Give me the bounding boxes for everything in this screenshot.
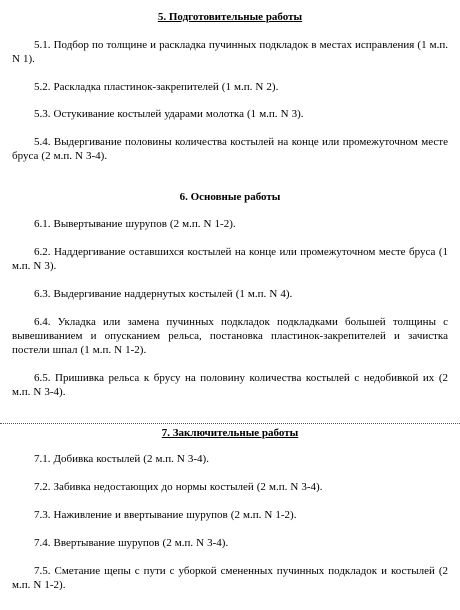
work-item: 5.3. Остукивание костылей ударами молотка (1 м.п. N 3). <box>34 108 304 120</box>
work-item: 6.2. Наддергивание оставшихся костылей на конце или промежуточном месте бруса (1 м.п. N 3). <box>12 246 448 272</box>
section-heading-text: 7. Заключительные работы <box>161 427 299 439</box>
work-item: 6.1. Вывертывание шурупов (2 м.п. N 1-2). <box>34 218 236 230</box>
work-item: 7.4. Ввертывание шурупов (2 м.п. N 3-4). <box>34 537 229 549</box>
section-heading <box>0 426 460 440</box>
work-item: 5.4. Выдергивание половины количества костылей на конце или промежуточном месте бруса (2 м.п. N 3-4). <box>12 136 448 162</box>
work-item: 7.1. Добивка костылей (2 м.п. N 3-4). <box>34 453 209 465</box>
page-break-divider <box>0 423 460 424</box>
work-item: 6.5. Пришивка рельса к брусу на половину количества костылей с недобивкой их (2 м.п. N 3-4). <box>12 372 448 398</box>
work-item: 6.4. Укладка или замена пучинных подкладок подкладками большей толщины с вывешиванием и опусканием рельса, постановка пластинок-закрепителей и зачистка постели шпал (1 м.п. N 1-2). <box>12 316 448 356</box>
work-item: 5.1. Подбор по толщине и раскладка пучинных подкладок в местах исправления (1 м.п. N 1). <box>12 39 448 65</box>
work-item: 7.2. Забивка недостающих до нормы костылей (2 м.п. N 3-4). <box>34 481 323 493</box>
section-heading <box>0 190 460 204</box>
section-heading-text: 6. Основные работы <box>179 191 281 203</box>
work-item: 7.5. Сметание щепы с пути с уборкой смененных пучинных подкладок и костылей (2 м.п. N 1-2). <box>12 565 448 591</box>
work-item: 6.3. Выдергивание наддернутых костылей (1 м.п. N 4). <box>34 288 293 300</box>
work-item: 5.2. Раскладка пластинок-закрепителей (1 м.п. N 2). <box>34 81 279 93</box>
work-item: 7.3. Наживление и ввертывание шурупов (2 м.п. N 1-2). <box>34 509 297 521</box>
section-heading-text: 5. Подготовительные работы <box>157 11 303 23</box>
section-heading <box>0 10 460 24</box>
